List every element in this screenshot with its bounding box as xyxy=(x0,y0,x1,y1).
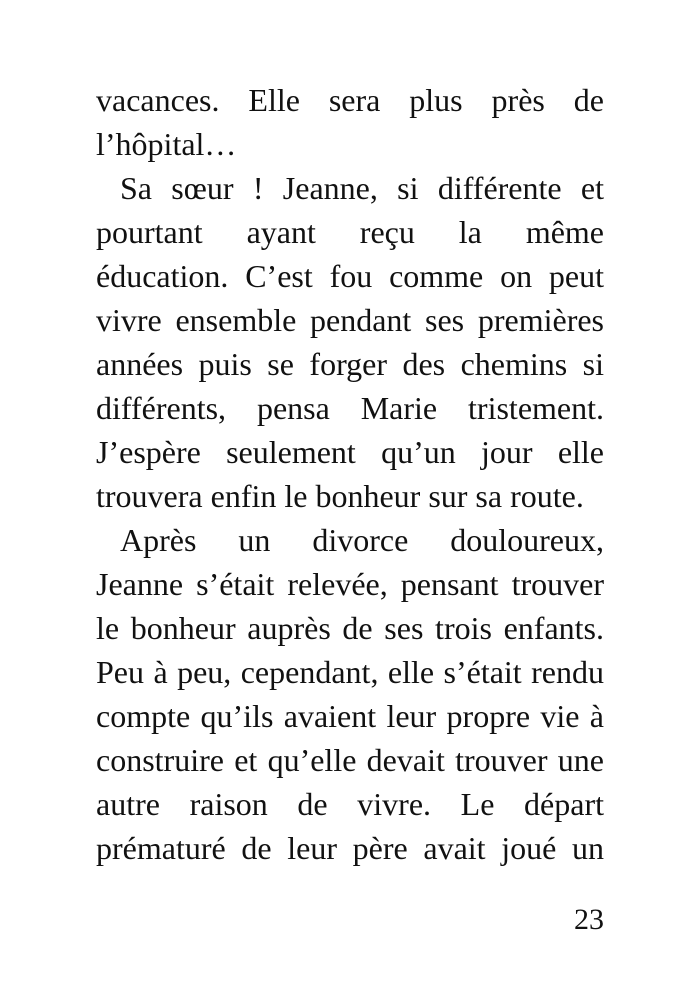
text-line: autre raison de vivre. Le départ xyxy=(96,786,604,822)
text-line: construire et qu’elle devait trouver une xyxy=(96,742,604,778)
text-line: compte qu’ils avaient leur propre vie à xyxy=(96,698,604,734)
text-line: prématuré de leur père avait joué un xyxy=(96,830,604,866)
text-line: le bonheur auprès de ses trois enfants. xyxy=(96,610,604,646)
text-line: pourtant ayant reçu la même xyxy=(96,214,604,250)
page-body-text xyxy=(96,78,604,870)
page-number: 23 xyxy=(574,903,604,936)
text-line: différents, pensa Marie tristement. xyxy=(96,390,604,426)
text-line: vacances. Elle sera plus près de xyxy=(96,82,604,118)
text-line: J’espère seulement qu’un jour elle xyxy=(96,434,604,470)
text-line: Jeanne s’était relevée, pensant trouver xyxy=(96,566,604,602)
text-line: Peu à peu, cependant, elle s’était rendu xyxy=(96,654,604,690)
text-line: trouvera enfin le bonheur sur sa route. xyxy=(96,478,584,514)
text-line: l’hôpital… xyxy=(96,126,237,162)
text-line: éducation. C’est fou comme on peut xyxy=(96,258,604,294)
text-line: années puis se forger des chemins si xyxy=(96,346,604,382)
text-line: Sa sœur ! Jeanne, si différente et xyxy=(120,170,604,206)
text-line: vivre ensemble pendant ses premières xyxy=(96,302,604,338)
text-line: Après un divorce douloureux, xyxy=(120,522,604,558)
